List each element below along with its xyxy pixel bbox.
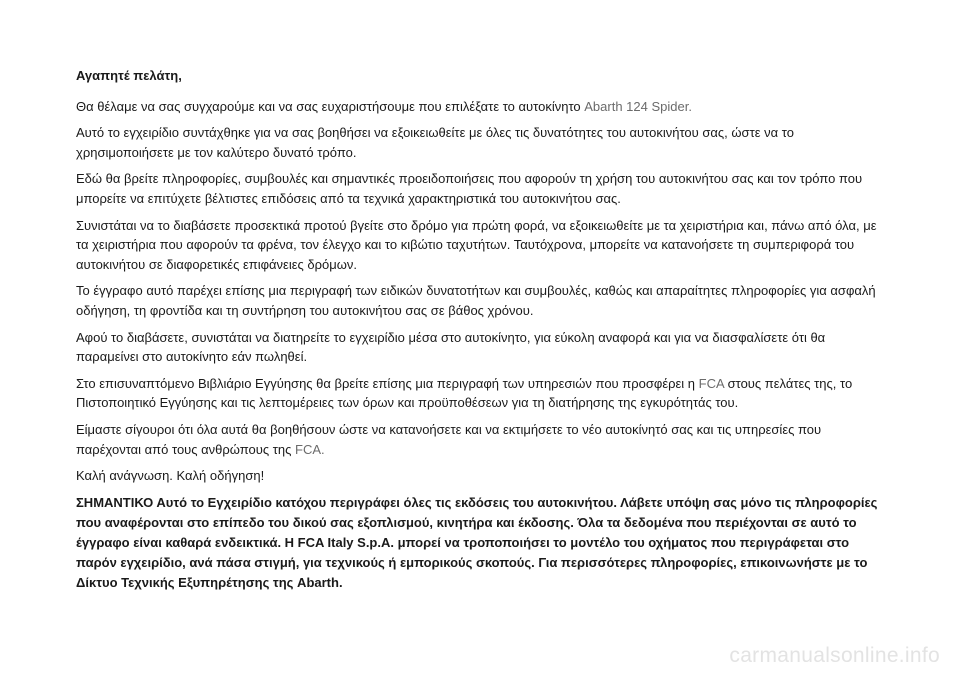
model-name: Abarth 124 Spider.	[584, 98, 692, 114]
watermark: carmanualsonline.info	[729, 644, 940, 667]
congratulations-text: Θα θέλαμε να σας συγχαρούμε και να σας ευχαριστήσουμε που επιλέξατε το αυτοκίνητο	[76, 98, 581, 114]
warranty-text-b: στους πελάτες της, το Πιστοποιητικό Εγγύησης και τις λεπτομέρειες των όρων και προϋποθέσεων για τη διατήρησης της εγκυρότητάς του.	[76, 375, 853, 411]
paragraph-description: Το έγγραφο αυτό παρέχει επίσης μια περιγραφή των ειδικών δυνατοτήτων και συμβουλές, καθώς και απαραίτητες πληροφορίες για ασφαλή οδήγηση, τη φροντίδα και τη συντήρηση του αυτοκινήτου σας σε βάθος χρόνου.	[76, 283, 876, 318]
paragraph-contents: Εδώ θα βρείτε πληροφορίες, συμβουλές και σημαντικές προειδοποιήσεις που αφορούν τη χρήση του αυτοκινήτου σας και τον τρόπο που μπορείτε να επιτύχετε βέλτιστες επιδόσεις από τα τεχνικά χαρακτηριστικά του αυτοκινήτου σας.	[76, 171, 863, 206]
warranty-fca: FCA	[698, 375, 724, 391]
paragraph-keep-manual: Αφού το διαβάσετε, συνιστάται να διατηρείτε το εγχειρίδιο μέσα στο αυτοκίνητο, για εύκολη αναφορά και για να διασφαλίσετε ότι θα παραμείνει στο αυτοκίνητο εάν πωληθεί.	[76, 329, 826, 365]
paragraph-congratulations	[76, 97, 886, 117]
paragraph-assurance	[76, 420, 886, 459]
important-notice: ΣΗΜΑΝΤΙΚΟ Αυτό το Εγχειρίδιο κατόχου περιγράφει όλες τις εκδόσεις του αυτοκινήτου. Λάβετε υπόψη σας μόνο τις πληροφορίες που αναφέρονται στο επίπεδο του δικού σας εξοπλισμού, κινητήρα και έκδοσης. Όλα τα δεδομένα που περιέχονται σε αυτό το έγγραφο είναι καθαρά ενδεικτικά. Η FCA Italy S.p.A. μπορεί να τροποποιήσει το μοντέλο του οχήματος που περιγράφεται στο παρόν εγχειρίδιο, ανά πάσα στιγμή, για τεχνικούς ή εμπορικούς σκοπούς. Για περισσότερες πληροφορίες, επικοινωνήστε με το Δίκτυο Τεχνικής Εξυπηρέτησης της Abarth.	[76, 494, 878, 590]
assurance-text: Είμαστε σίγουροι ότι όλα αυτά θα βοηθήσουν ώστε να κατανοήσετε και να εκτιμήσετε το νέο αυτοκίνητό σας και τις υπηρεσίες που παρέχονται από τους ανθρώπους της	[76, 421, 822, 457]
paragraph-warranty	[76, 374, 886, 413]
greeting: Αγαπητέ πελάτη,	[76, 68, 182, 83]
paragraph-purpose: Αυτό το εγχειρίδιο συντάχθηκε για να σας βοηθήσει να εξοικειωθείτε με όλες τις δυνατότητες του αυτοκινήτου σας, ώστε να το χρησιμοποιήσετε με τον καλύτερο δυνατό τρόπο.	[76, 125, 794, 160]
manual-page	[76, 66, 886, 600]
assurance-fca: FCA.	[295, 441, 325, 457]
warranty-text-a: Στο επισυναπτόμενο Βιβλιάριο Εγγύησης θα βρείτε επίσης μια περιγραφή των υπηρεσιών που προσφέρει η	[76, 375, 696, 391]
paragraph-closing: Καλή ανάγνωση. Καλή οδήγηση!	[76, 468, 265, 484]
paragraph-recommendation: Συνιστάται να το διαβάσετε προσεκτικά προτού βγείτε στο δρόμο για πρώτη φορά, να εξοικειωθείτε με τα χειριστήρια και, πάνω από όλα, με τα χειριστήρια που αφορούν τα φρένα, τον έλεγχο και το κιβώτιο ταχυτήτων. Ταυτόχρονα, μπορείτε να κατανοήσετε τη συμπεριφορά του αυτοκινήτου σε διαφορετικές επιφάνειες δρόμων.	[76, 217, 877, 272]
